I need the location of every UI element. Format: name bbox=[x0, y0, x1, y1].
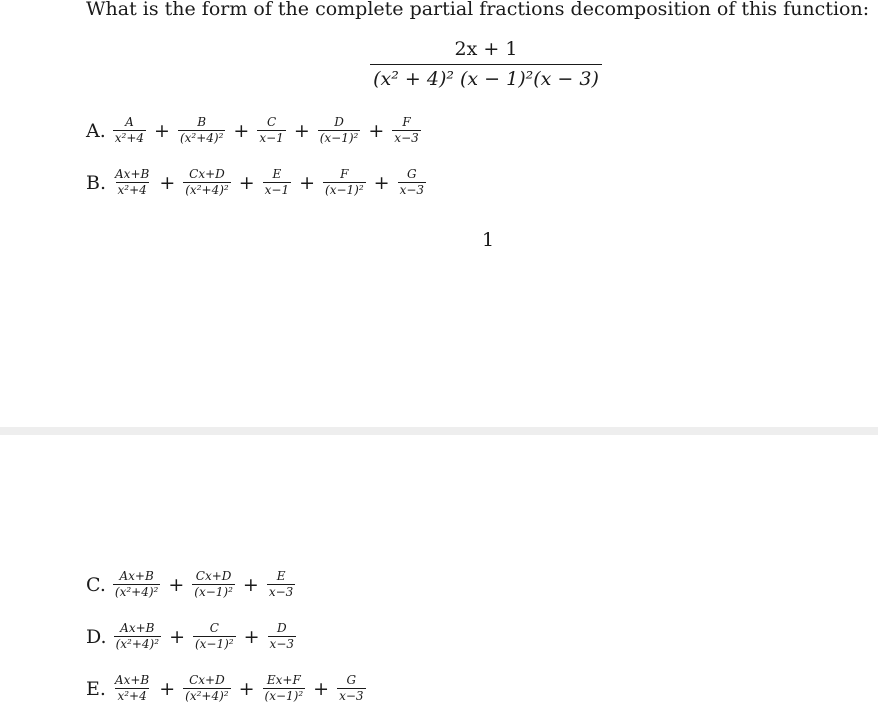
option-label: E. bbox=[86, 677, 106, 700]
term-denominator: x−3 bbox=[269, 637, 295, 651]
option-b[interactable] bbox=[86, 168, 426, 197]
term-numerator: F bbox=[402, 115, 411, 129]
partial-fraction-term bbox=[263, 674, 306, 703]
term-denominator: (x²+4)² bbox=[115, 637, 160, 651]
partial-fraction-term bbox=[113, 674, 151, 703]
term-numerator: Ax+B bbox=[120, 621, 155, 635]
term-numerator: F bbox=[340, 167, 349, 181]
partial-fraction-term bbox=[192, 570, 235, 599]
term-numerator: Ex+F bbox=[266, 673, 301, 687]
plus-sign: + bbox=[293, 119, 310, 142]
term-numerator: Ax+B bbox=[119, 569, 154, 583]
term-denominator: x−3 bbox=[394, 131, 419, 145]
option-label: A. bbox=[86, 119, 106, 142]
partial-fraction-term bbox=[114, 622, 161, 651]
page-separator bbox=[0, 427, 878, 435]
page-number: 1 bbox=[482, 229, 495, 251]
term-numerator: Cx+D bbox=[189, 673, 225, 687]
plus-sign: + bbox=[368, 119, 385, 142]
plus-sign: + bbox=[238, 677, 255, 700]
term-denominator: x−1 bbox=[264, 183, 290, 197]
partial-fraction-term bbox=[193, 622, 236, 651]
option-e[interactable] bbox=[86, 674, 366, 703]
function-numerator: 2x + 1 bbox=[454, 38, 518, 60]
term-numerator: Cx+D bbox=[195, 569, 232, 583]
option-label: B. bbox=[86, 171, 107, 194]
partial-fraction-term bbox=[263, 168, 291, 197]
term-numerator: D bbox=[276, 621, 287, 635]
plus-sign: + bbox=[242, 573, 259, 596]
plus-sign: + bbox=[299, 171, 316, 194]
term-numerator: C bbox=[209, 621, 219, 635]
plus-sign: + bbox=[169, 625, 185, 648]
term-denominator: x−3 bbox=[268, 585, 294, 599]
partial-fraction-term bbox=[323, 168, 366, 197]
plus-sign: + bbox=[159, 171, 176, 194]
option-c[interactable] bbox=[86, 570, 295, 599]
term-denominator: (x−1)² bbox=[194, 637, 234, 651]
partial-fraction-term bbox=[398, 168, 426, 197]
option-label: C. bbox=[86, 573, 106, 596]
partial-fraction-term bbox=[113, 168, 151, 197]
option-d[interactable] bbox=[86, 622, 296, 651]
term-denominator: x²+4 bbox=[117, 183, 147, 197]
partial-fraction-term bbox=[113, 116, 146, 145]
term-numerator: E bbox=[276, 569, 286, 583]
term-denominator: (x²+4)² bbox=[185, 183, 229, 197]
term-denominator: (x−1)² bbox=[325, 183, 364, 197]
plus-sign: + bbox=[373, 171, 390, 194]
term-numerator: A bbox=[125, 115, 134, 129]
plus-sign: + bbox=[243, 625, 260, 648]
term-denominator: x−3 bbox=[399, 183, 425, 197]
term-numerator: Ax+B bbox=[115, 167, 150, 181]
plus-sign: + bbox=[233, 119, 250, 142]
page-2 bbox=[0, 435, 878, 708]
plus-sign: + bbox=[313, 677, 330, 700]
function-denominator: (x² + 4)² (x − 1)²(x − 3) bbox=[373, 68, 599, 90]
term-denominator: (x−1)² bbox=[194, 585, 233, 599]
term-denominator: (x²+4)² bbox=[114, 585, 159, 599]
term-numerator: B bbox=[197, 115, 207, 129]
term-denominator: x²+4 bbox=[114, 131, 145, 145]
term-numerator: G bbox=[346, 673, 357, 687]
partial-fraction-term bbox=[267, 570, 295, 599]
plus-sign: + bbox=[154, 119, 170, 142]
partial-fraction-term bbox=[257, 116, 285, 145]
partial-fraction-term bbox=[183, 168, 230, 197]
plus-sign: + bbox=[159, 677, 176, 700]
term-numerator: Cx+D bbox=[189, 167, 225, 181]
partial-fraction-term bbox=[337, 674, 365, 703]
term-numerator: C bbox=[266, 115, 277, 129]
term-numerator: E bbox=[272, 167, 282, 181]
partial-fraction-term bbox=[183, 674, 230, 703]
partial-fraction-term bbox=[113, 570, 160, 599]
term-denominator: x²+4 bbox=[117, 689, 147, 703]
term-denominator: (x²+4)² bbox=[185, 689, 229, 703]
term-denominator: (x−1)² bbox=[264, 689, 304, 703]
term-denominator: (x²+4)² bbox=[179, 131, 224, 145]
function-fraction bbox=[370, 38, 602, 90]
plus-sign: + bbox=[238, 171, 255, 194]
partial-fraction-term bbox=[178, 116, 225, 145]
term-denominator: x−3 bbox=[339, 689, 364, 703]
term-denominator: (x−1)² bbox=[319, 131, 359, 145]
term-denominator: x−1 bbox=[259, 131, 284, 145]
term-numerator: D bbox=[334, 115, 344, 129]
option-a[interactable] bbox=[86, 116, 421, 145]
partial-fraction-term bbox=[318, 116, 361, 145]
partial-fraction-term bbox=[392, 116, 420, 145]
option-label: D. bbox=[86, 625, 107, 648]
partial-fraction-term bbox=[268, 622, 296, 651]
plus-sign: + bbox=[168, 573, 185, 596]
question-text: What is the form of the complete partial fractions decomposition of this function: bbox=[86, 0, 870, 20]
term-numerator: G bbox=[407, 167, 417, 181]
term-numerator: Ax+B bbox=[114, 673, 150, 687]
